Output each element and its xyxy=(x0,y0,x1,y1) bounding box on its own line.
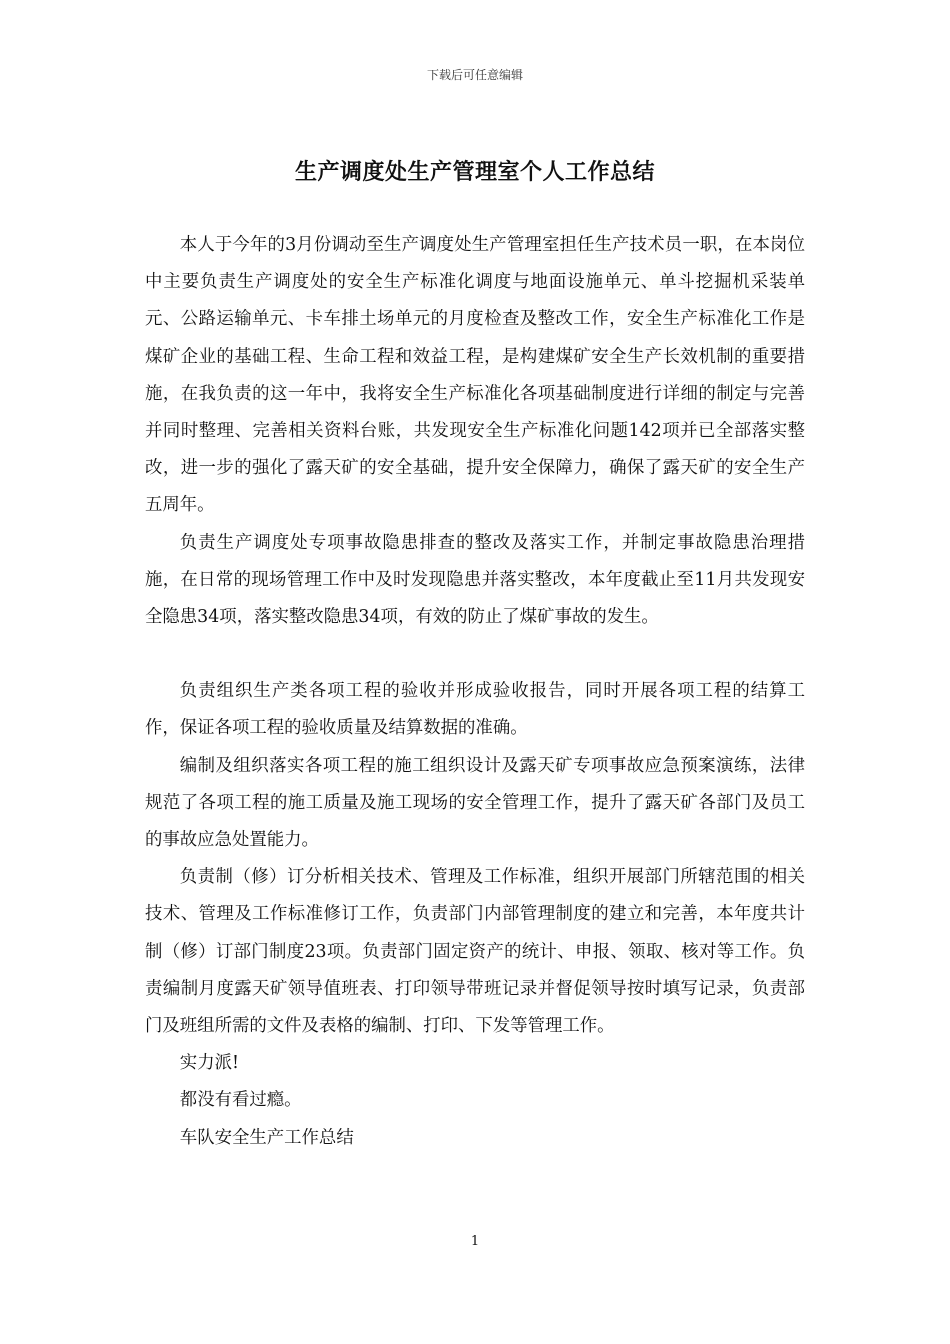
body-paragraph-5: 负责制（修）订分析相关技术、管理及工作标准，组织开展部门所辖范围的相关技术、管理及工作标准修订工作，负责部门内部管理制度的建立和完善，本年度共计制（修）订部门制度23项。负责部门固定资产的统计、申报、领取、核对等工作。负责编制月度露天矿领导值班表、打印领导带班记录并督促领导按时填写记录，负责部门及班组所需的文件及表格的编制、打印、下发等管理工作。 xyxy=(145,867,805,1037)
body-paragraph-6: 实力派! xyxy=(179,1053,239,1074)
body-paragraph-1: 本人于今年的3月份调动至生产调度处生产管理室担任生产技术员一职，在本岗位中主要负责生产调度处的安全生产标准化调度与地面设施单元、单斗挖掘机采装单元、公路运输单元、卡车排土场单元的月度检查及整改工作，安全生产标准化工作是煤矿企业的基础工程、生命工程和效益工程，是构建煤矿安全生产长效机制的重要措施，在我负责的这一年中，我将安全生产标准化各项基础制度进行详细的制定与完善并同时整理、完善相关资料台账，共发现安全生产标准化问题142项并已全部落实整改，进一步的强化了露天矿的安全基础，提升安全保障力，确保了露天矿的安全生产五周年。 xyxy=(145,235,805,516)
document-body xyxy=(145,227,805,1157)
document-title: 生产调度处生产管理室个人工作总结 xyxy=(294,159,655,185)
header-note: 下载后可任意编辑 xyxy=(426,68,523,82)
body-paragraph-2: 负责生产调度处专项事故隐患排查的整改及落实工作，并制定事故隐患治理措施，在日常的现场管理工作中及时发现隐患并落实整改，本年度截止至11月共发现安全隐患34项，落实整改隐患34项，有效的防止了煤矿事故的发生。 xyxy=(145,532,805,628)
body-paragraph-4: 编制及组织落实各项工程的施工组织设计及露天矿专项事故应急预案演练，法律规范了各项工程的施工质量及施工现场的安全管理工作，提升了露天矿各部门及员工的事故应急处置能力。 xyxy=(145,755,805,851)
page-number: 1 xyxy=(470,1234,480,1249)
body-paragraph-3: 负责组织生产类各项工程的验收并形成验收报告，同时开展各项工程的结算工作，保证各项工程的验收质量及结算数据的准确。 xyxy=(145,681,805,739)
body-paragraph-8: 车队安全生产工作总结 xyxy=(179,1127,354,1148)
body-paragraph-7: 都没有看过瘾。 xyxy=(179,1090,302,1111)
